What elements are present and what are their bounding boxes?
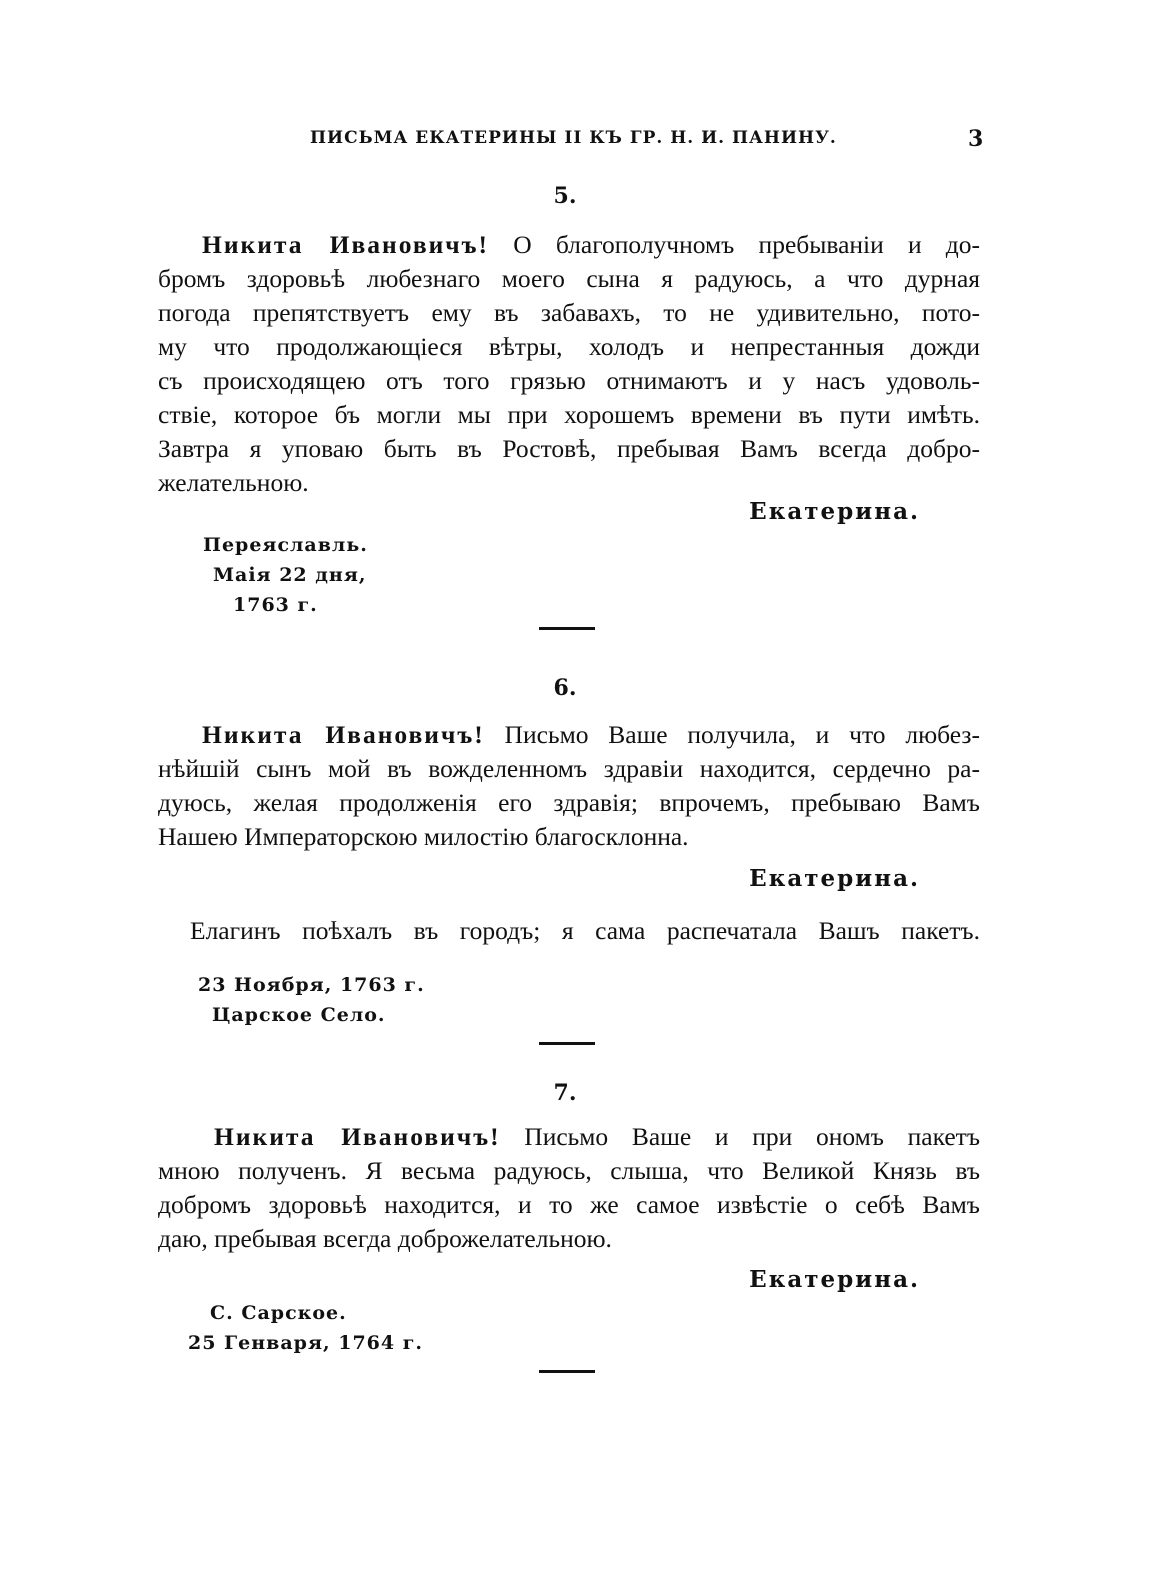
place-line: 1763 г.	[233, 594, 318, 616]
section-divider	[539, 627, 595, 630]
place-line: Царское Село.	[212, 1004, 386, 1026]
page-number: 3	[968, 126, 984, 152]
place-date	[188, 1298, 423, 1358]
place-line: 23 Ноября, 1763 г.	[198, 974, 425, 996]
letter-address: Никита Ивановичъ!	[202, 230, 490, 259]
letter-number: 7.	[553, 1080, 577, 1106]
letter-body	[158, 228, 980, 500]
section-divider	[539, 1370, 595, 1373]
letter-number: 5.	[553, 183, 577, 209]
letter-body	[158, 1120, 980, 1256]
place-date	[203, 530, 368, 620]
letter-line: даю, пребывая всегда доброжелательною.	[158, 1224, 612, 1253]
letter-line: добромъ здоровьѣ находится, и то же самое извѣстіе о себѣ Вамъ	[158, 1190, 980, 1219]
letter-line: мною полученъ. Я весьма радуюсь, слыша, что Великой Князь въ	[158, 1156, 980, 1185]
letter-line: Никита Ивановичъ! Письмо Ваше и при ономъ пакетъ	[214, 1122, 980, 1151]
place-date	[198, 970, 425, 1030]
letter-line: желательною.	[158, 468, 309, 497]
place-line: 25 Генваря, 1764 г.	[188, 1332, 423, 1354]
letter-line: Нашею Императорскою милостію благосклонна.	[158, 822, 689, 851]
place-line: С. Сарское.	[210, 1302, 347, 1324]
letter-line: Никита Ивановичъ! Письмо Ваше получила, и что любез-	[202, 720, 980, 749]
letter-line: нѣйшій сынъ мой въ вожделенномъ здравіи находится, сердечно ра-	[158, 754, 980, 783]
letter-address: Никита Ивановичъ!	[214, 1122, 501, 1151]
letter-line: Завтра я уповаю быть въ Ростовѣ, пребывая Вамъ всегда добро-	[158, 434, 980, 463]
signature: Екатерина.	[749, 498, 920, 525]
section-divider	[539, 1042, 595, 1045]
letter-number: 6.	[553, 675, 577, 701]
letter-line: съ происходящею отъ того грязью отнимаютъ и у насъ удоволь-	[158, 366, 980, 395]
place-line: Маія 22 дня,	[213, 564, 367, 586]
letter-line: бромъ здоровьѣ любезнаго моего сына я радуюсь, а что дурная	[158, 264, 980, 293]
postscript: Елагинъ поѣхалъ въ городъ; я сама распечатала Вашъ пакетъ.	[190, 916, 980, 945]
letter-line: Никита Ивановичъ! О благополучномъ пребываніи и до-	[202, 230, 980, 259]
letter-address: Никита Ивановичъ!	[202, 720, 485, 749]
signature: Екатерина.	[749, 1266, 920, 1293]
signature: Екатерина.	[749, 865, 920, 892]
letter-body	[158, 718, 980, 854]
place-line: Переяславль.	[203, 534, 368, 556]
running-header: ПИСЬМА ЕКАТЕРИНЫ II КЪ ГР. Н. И. ПАНИНУ.	[310, 128, 837, 148]
letter-line: дуюсь, желая продолженія его здравія; впрочемъ, пребываю Вамъ	[158, 788, 980, 817]
letter-line: ствіе, которое бъ могли мы при хорошемъ времени въ пути имѣть.	[158, 400, 980, 429]
letter-line: му что продолжающіеся вѣтры, холодъ и непрестанныя дожди	[158, 332, 980, 361]
letter-line: погода препятствуетъ ему въ забавахъ, то не удивительно, пото-	[158, 298, 980, 327]
